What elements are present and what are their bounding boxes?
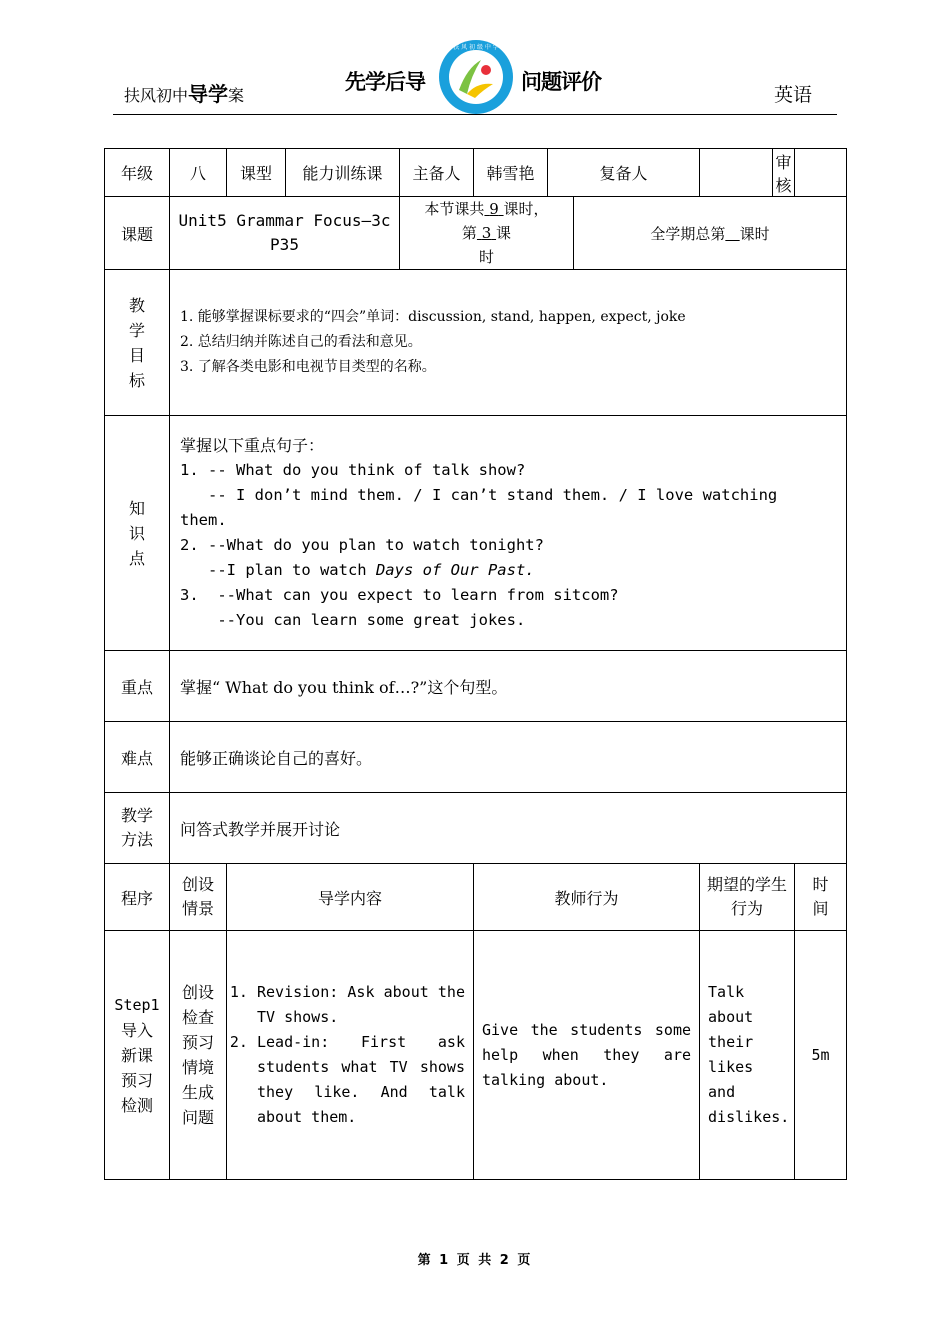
goals-label: 教 学 目 标	[105, 270, 170, 416]
step1-row	[105, 931, 847, 1180]
school-name: 扶风初中导学案	[124, 82, 245, 106]
key-row	[105, 651, 847, 722]
student-header: 期望的学生 行为	[700, 864, 795, 931]
lead-value: 韩雪艳	[474, 149, 548, 197]
step-header: 程序	[105, 864, 170, 931]
slogan-right: 问题评价	[521, 70, 601, 94]
review-value	[795, 149, 847, 197]
step1-student: Talk about their likes and dislikes.	[700, 931, 795, 1180]
method-row	[105, 793, 847, 864]
svg-text:扶 风 初 级 中 学: 扶 风 初 级 中 学	[453, 44, 499, 51]
page-footer: 第 1 页 共 2 页	[417, 1253, 533, 1268]
step1-teacher: Give the students some help when they are talking about.	[474, 931, 700, 1180]
co-label: 复备人	[548, 149, 700, 197]
step1-step: Step1 导入 新课 预习 检测	[105, 931, 170, 1180]
knowledge-row	[105, 416, 847, 651]
grade-label: 年级	[105, 149, 170, 197]
topic-value: Unit5 Grammar Focus—3c P35	[170, 197, 400, 270]
topic-label: 课题	[105, 197, 170, 270]
teacher-header: 教师行为	[474, 864, 700, 931]
slogan-left: 先学后导	[345, 70, 425, 94]
goals-content	[170, 270, 847, 416]
goal-item: 2. 总结归纳并陈述自己的看法和意见。	[180, 334, 422, 350]
goal-item: 1. 能够掌握课标要求的“四会”单词：discussion, stand, happen, expect, joke	[180, 309, 686, 325]
lead-label: 主备人	[400, 149, 474, 197]
knowledge-content: 掌握以下重点句子： 1. -- What do you think of talk show? -- I don’t mind them. / I can’t stand them. / I love watching them. 2. --What do you plan to watch tonight? --I plan to watch Days of Our Past. 3. --What can you expect to learn from sitcom? --You can learn some great jokes.	[170, 416, 847, 651]
scene-header: 创设 情景	[170, 864, 227, 931]
method-content: 问答式教学并展开讨论	[170, 793, 847, 864]
term-hours: 全学期总第 课时	[574, 197, 847, 270]
header-rule	[113, 114, 837, 115]
subject-label: 英语	[774, 84, 813, 106]
difficulty-row	[105, 722, 847, 793]
time-header: 时 间	[795, 864, 847, 931]
content-item: 2. Lead-in: First ask students what TV shows they like. And talk about them.	[257, 1030, 465, 1130]
knowledge-label: 知 识 点	[105, 416, 170, 651]
type-value: 能力训练课	[286, 149, 400, 197]
process-header-row	[105, 864, 847, 931]
grade-value: 八	[170, 149, 227, 197]
goals-row	[105, 270, 847, 416]
type-label: 课型	[227, 149, 286, 197]
step1-time: 5m	[795, 931, 847, 1180]
step1-content	[227, 931, 474, 1180]
content-item: 1. Revision: Ask about the TV shows.	[257, 980, 465, 1030]
page-header	[0, 0, 950, 120]
lesson-plan-table	[104, 148, 847, 1180]
info-row	[105, 149, 847, 197]
key-label: 重点	[105, 651, 170, 722]
topic-row	[105, 197, 847, 270]
school-logo-icon	[437, 38, 515, 116]
difficulty-content: 能够正确谈论自己的喜好。	[170, 722, 847, 793]
goal-item: 3. 了解各类电影和电视节目类型的名称。	[180, 359, 436, 375]
review-label: 审核	[773, 149, 795, 197]
hours-info: 本节课共 9 课时，第 3 课 时	[400, 197, 574, 270]
difficulty-label: 难点	[105, 722, 170, 793]
content-header: 导学内容	[227, 864, 474, 931]
key-content: 掌握“ What do you think of…?”这个句型。	[170, 651, 847, 722]
method-label: 教学 方法	[105, 793, 170, 864]
step1-scene: 创设 检查 预习 情境 生成 问题	[170, 931, 227, 1180]
co-value	[700, 149, 773, 197]
